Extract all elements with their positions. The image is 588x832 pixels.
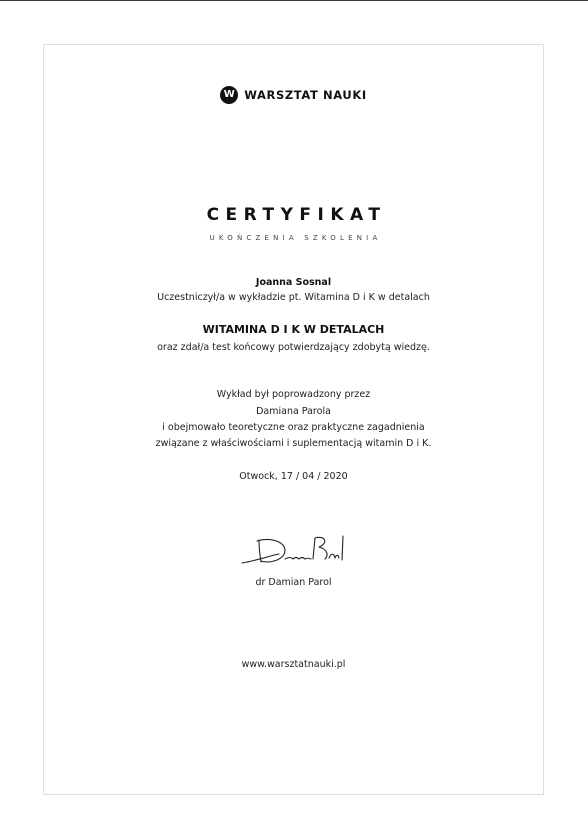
signature-image xyxy=(239,532,351,568)
scope-line-1: i obejmowało teoretyczne oraz praktyczne zagadnienia xyxy=(162,422,425,433)
brand-logo-icon xyxy=(220,86,238,104)
scope-line-2: związane z właściwościami i suplementacją witamin D i K. xyxy=(155,438,432,449)
participation-line: Uczestniczył/a w wykładzie pt. Witamina D i K w detalach xyxy=(157,292,430,303)
certificate-title: CERTYFIKAT xyxy=(206,205,387,225)
place-date: Otwock, 17 / 04 / 2020 xyxy=(239,471,348,482)
top-divider xyxy=(0,0,588,1)
signatory-name: dr Damian Parol xyxy=(255,577,332,588)
lecturer-name: Damiana Parola xyxy=(256,406,331,417)
test-line: oraz zdał/a test końcowy potwierdzający zdobytą wiedzę. xyxy=(157,342,430,353)
participant-name: Joanna Sosnal xyxy=(255,277,332,288)
certificate-page xyxy=(43,44,544,795)
course-title: WITAMINA D I K W DETALACH xyxy=(202,323,385,336)
website-link[interactable]: www.warsztatnauki.pl xyxy=(241,659,346,670)
brand-header xyxy=(44,86,543,104)
brand-logo-letter: W xyxy=(223,89,235,100)
brand-name: WARSZTAT NAUKI xyxy=(244,88,367,102)
certificate-subtitle: UKOŃCZENIA SZKOLENIA xyxy=(209,234,382,242)
lecture-intro: Wykład był poprowadzony przez xyxy=(216,389,371,400)
